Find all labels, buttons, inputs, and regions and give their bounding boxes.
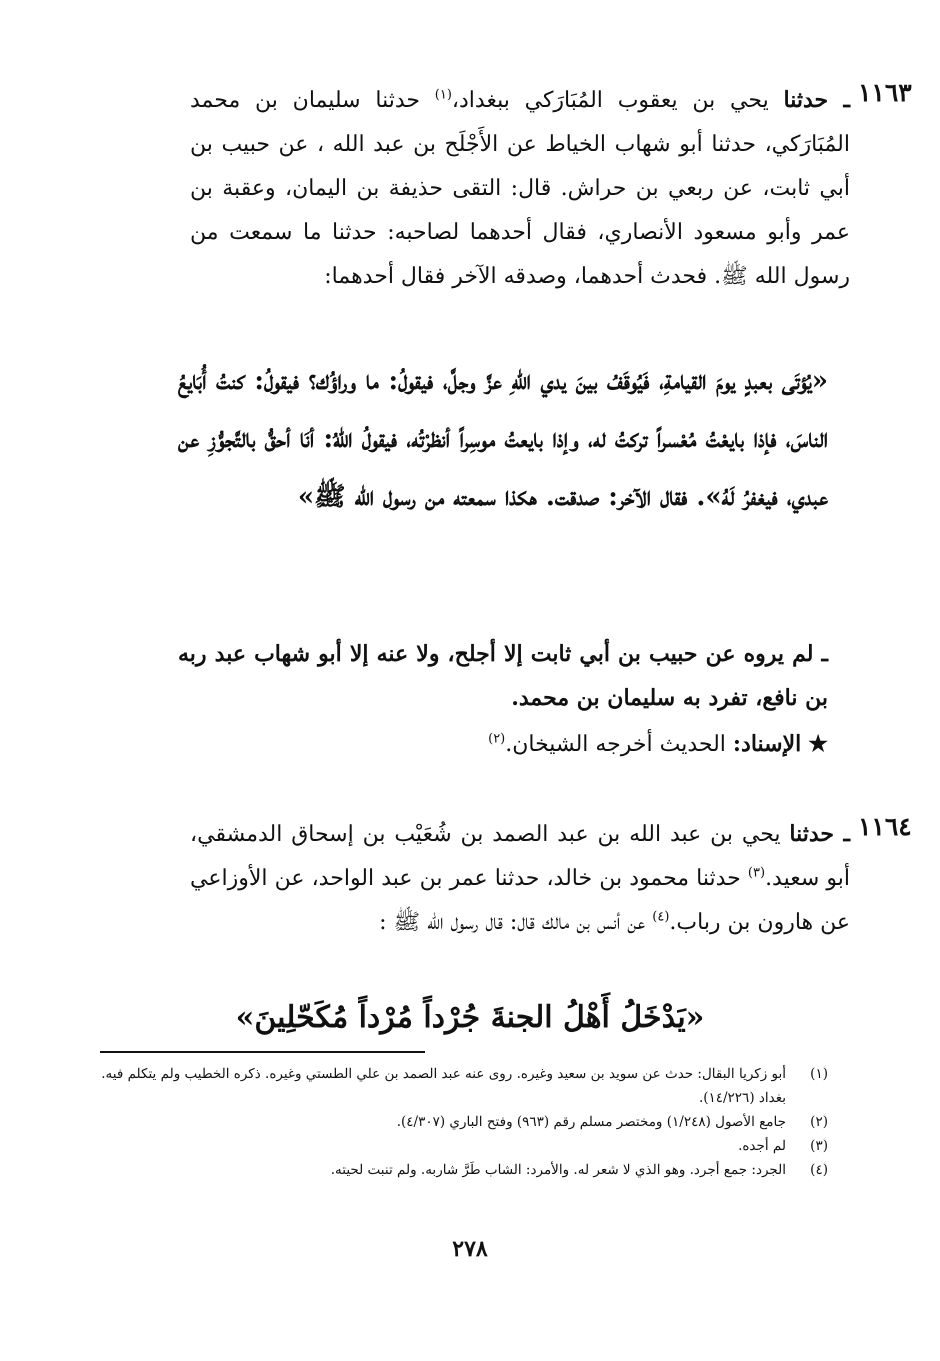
hadith-note: ـ لم يروه عن حبيب بن أبي ثابت إلا أجلح، ولا عنه إلا أبو شهاب عبد ربه بن نافع، تفرد به سليمان بن محمد. <box>178 641 828 711</box>
hadith-isnad <box>190 812 850 945</box>
footnote-text: جامع الأصول (١/٢٤٨) ومختصر مسلم رقم (٩٦٣) وفتح الباري (٤/٣٠٧). <box>396 1114 786 1130</box>
footnote-item <box>88 1158 828 1182</box>
footnotes <box>88 1062 828 1182</box>
footnote-number: (٣) <box>810 1138 828 1154</box>
footnote-number: (٤) <box>810 1162 828 1178</box>
footnote-number: (٢) <box>810 1114 828 1130</box>
hadith-entry-1163 <box>190 78 912 299</box>
footnote-divider <box>100 1051 425 1053</box>
hadith-matn-1163: «يُؤتَى بعبدٍ يومَ القيامةِ، فَيُوقَفُ بينَ يدي اللهِ عزَّ وجلَّ، فيقولُ: ما وراؤُك؟ فيقولُ: كنتُ أُبَايعُ الناسَ، فإذا بايعْتُ مُعْسراً تركتُ له، وإذا بايعتُ موسِراً أنظرْتُه، فيقولُ اللهُ: أنَا أحقُّ بالتَّجوُّزِ عن عبدي، فيغفرُ لَهُ». فقال الآخر: صدقت. هكذا سمعته من رسول الله ﷺ» <box>178 366 828 512</box>
footnote-item <box>88 1110 828 1134</box>
isnad-grade-text: الحديث أخرجه الشيخان. <box>505 732 726 757</box>
footnote-text: الجرد: جمع أجرد. وهو الذي لا شعر له. والأمرد: الشاب طَرَّ شاربه. ولم تنبت لحيته. <box>330 1162 786 1178</box>
hadith-isnad <box>190 78 850 299</box>
footnote-ref[interactable]: (٢) <box>488 731 506 747</box>
hadith-lead: ـ حدثنا <box>783 87 850 113</box>
hadith-lead: ـ حدثنا <box>789 821 850 847</box>
page-number: ٢٧٨ <box>452 1236 488 1262</box>
footnote-text: لم أجده. <box>738 1138 786 1154</box>
footnote-ref[interactable]: (١) <box>434 87 452 103</box>
isnad-text: يحي بن يعقوب المُبَارَكي ببغداد، <box>451 88 769 113</box>
footnote-text: أبو زكريا البقال: حدث عن سويد بن سعيد وغيره. روى عنه عبد الصمد بن علي الطستي وغيره. ذكره الخطيب ولم يتكلم فيه. بغداد (١٤/٢٢٦). <box>101 1066 786 1106</box>
isnad-grade <box>178 724 828 765</box>
isnad-label: الإسناد: <box>732 731 802 757</box>
hadith-number: ١١٦٣ <box>858 78 912 107</box>
hadith-matn-1164: «يَدْخَلُ أَهْلُ الجنةَ جُرْداً مُرْداً مُكَحّلِينَ» <box>235 1000 705 1035</box>
footnote-number: (١) <box>810 1066 828 1082</box>
footnote-ref[interactable]: (٤) <box>652 909 670 925</box>
footnote-item <box>88 1062 828 1110</box>
footnote-ref[interactable]: (٣) <box>747 865 766 881</box>
hadith-entry-1164 <box>190 812 912 945</box>
star-icon: ★ <box>808 731 828 757</box>
isnad-text-cont: حدثنا سليمان بن محمد المُبَارَكي، حدثنا أبو شهاب الخياط عن الأَجْلَح بن عبد الله ، عن حبيب بن أبي ثابت، عن ربعي بن حراش. قال: التقى حذيفة بن اليمان، وعقبة بن عمر وأبو مسعود الأنصاري، فقال أحدهما لصاحبه: حدثنا ما سمعت من رسول الله ﷺ. فحدث أحدهما، وصدقه الآخر فقال أحدهما: <box>190 88 850 289</box>
footnote-item <box>88 1134 828 1158</box>
isnad-text: يحي بن عبد الله بن عبد الصمد بن شُعَيْب بن إسحاق الدمشقي، أبو سعيد. <box>190 822 850 891</box>
hadith-number: ١١٦٤ <box>858 812 912 841</box>
isnad-text-c: عن أنس بن مالك قال: قال رسول الله ﷺ : <box>379 910 646 935</box>
isnad-text-b: حدثنا محمود بن خالد، حدثنا عمر بن عبد الواحد، عن الأوزاعي عن هارون بن رباب. <box>190 866 850 935</box>
